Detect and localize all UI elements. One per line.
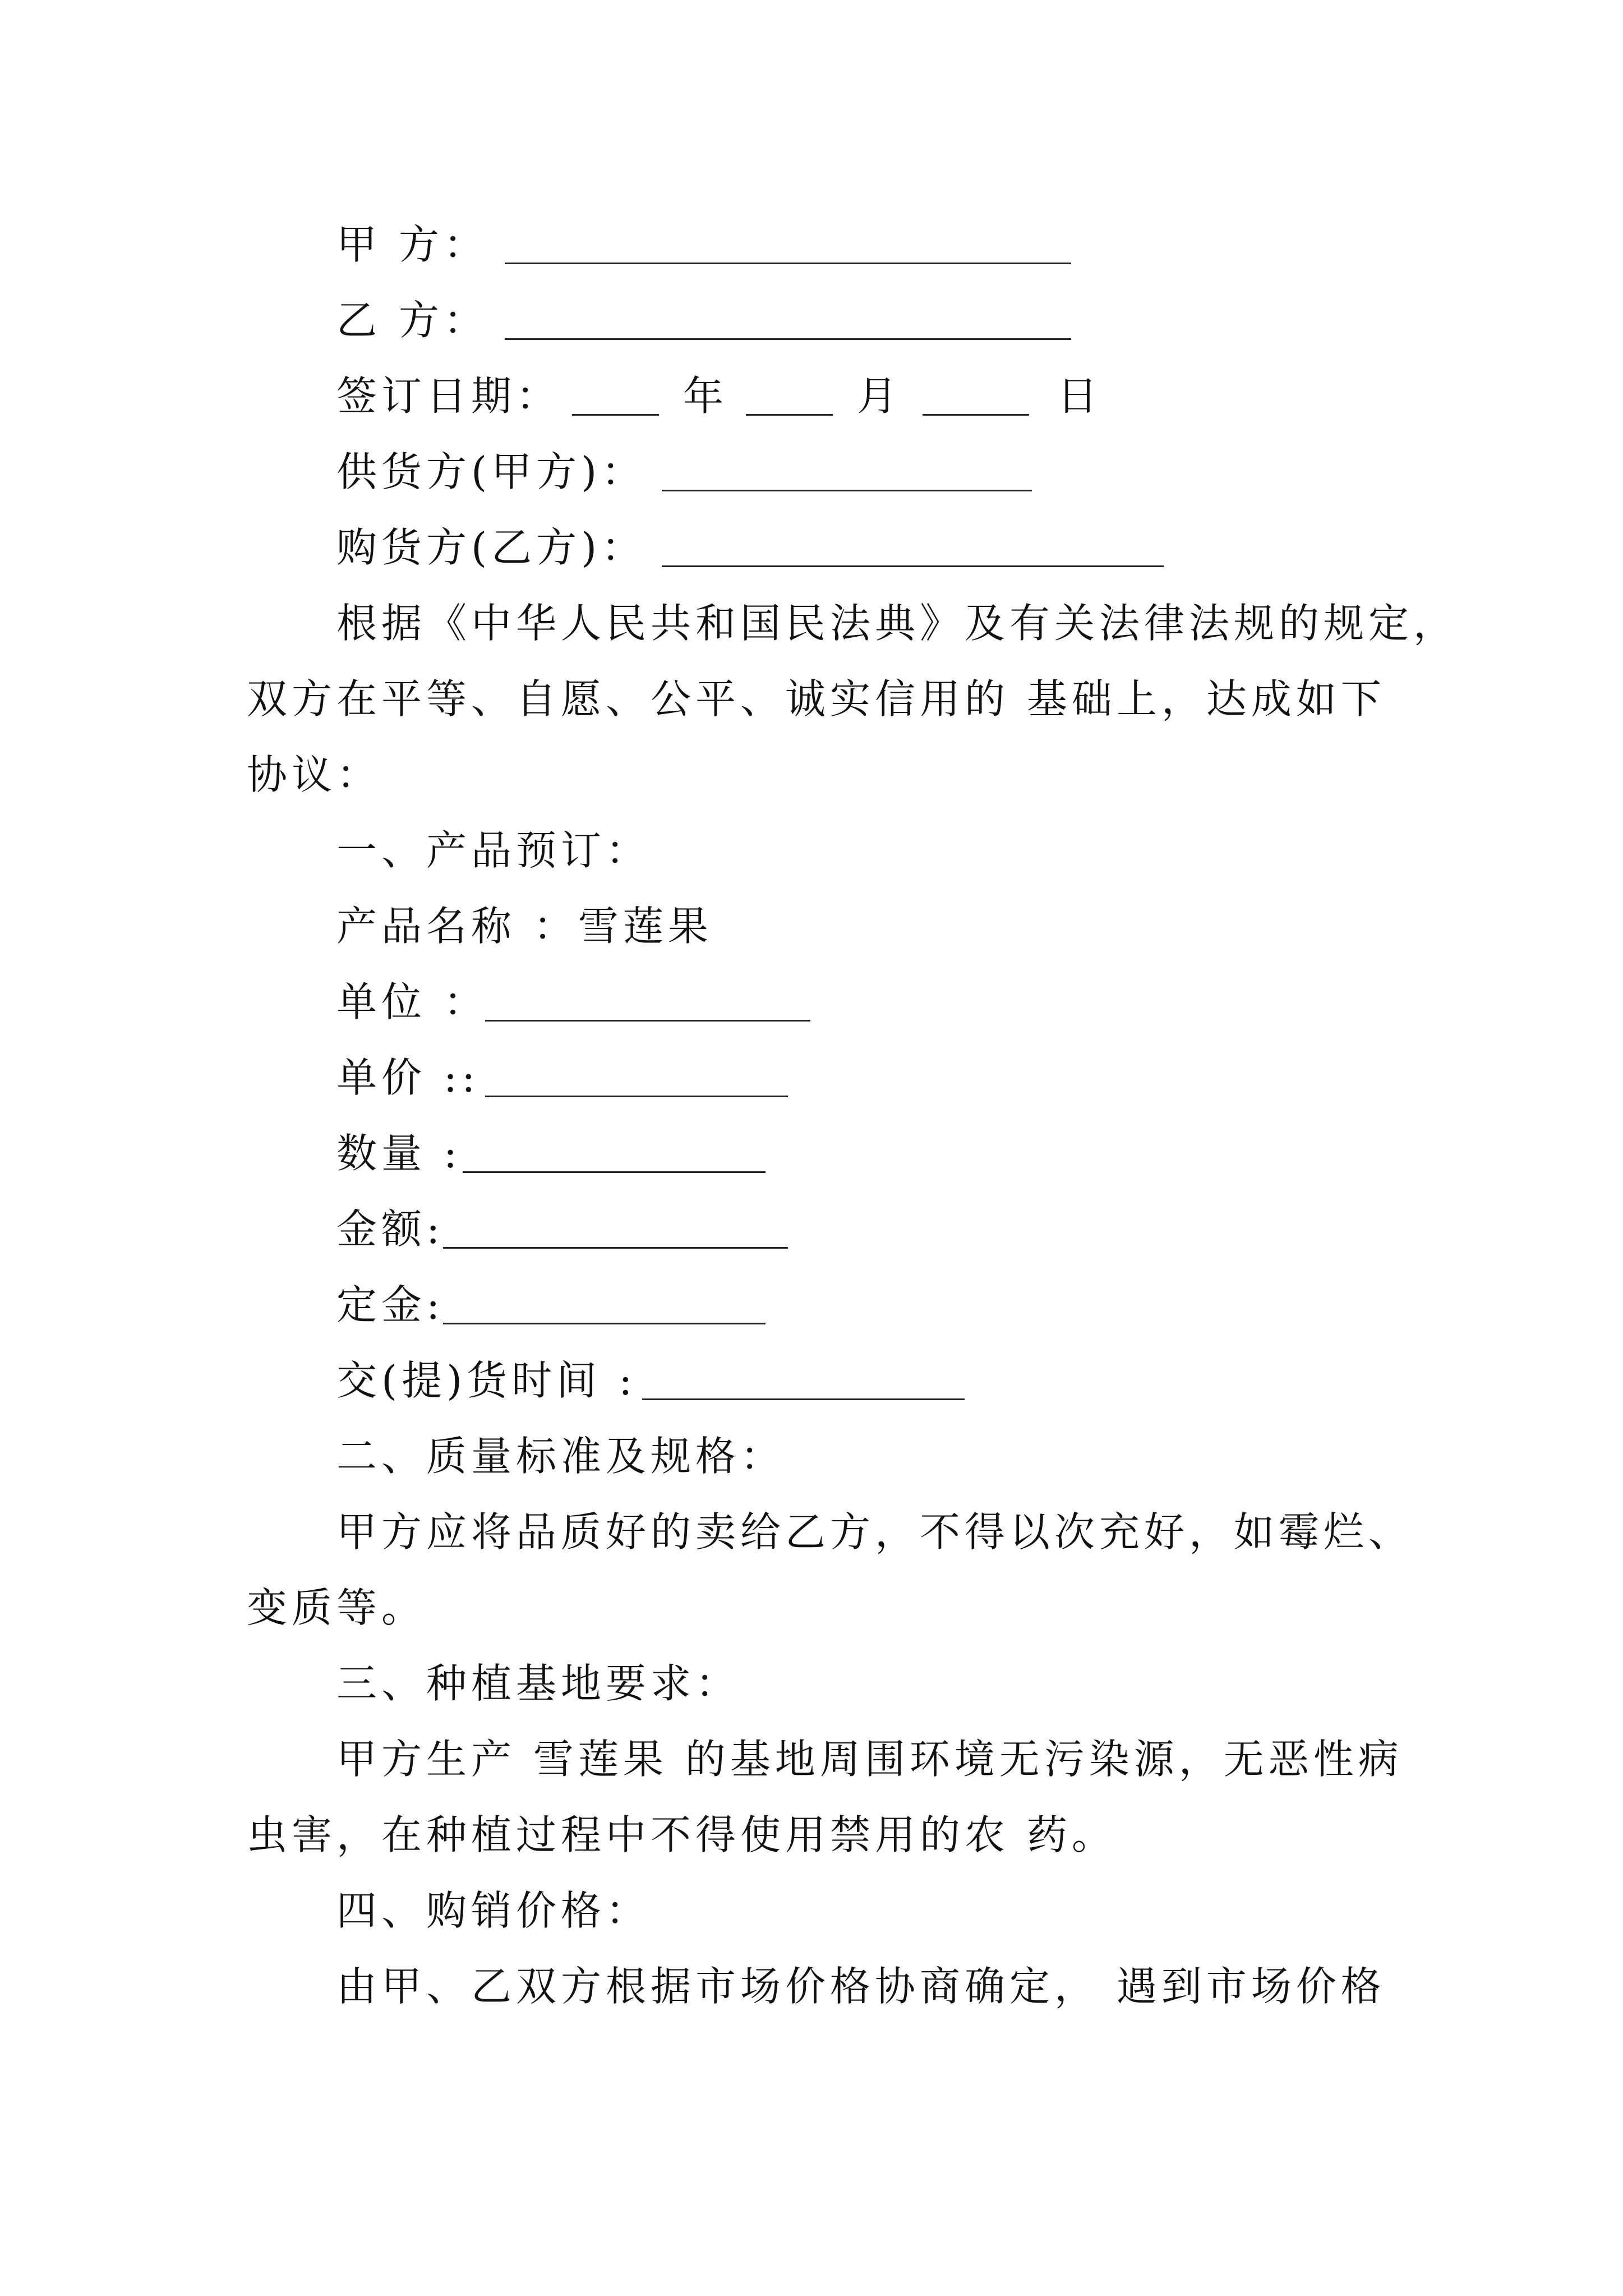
buyer-label: 购货方(乙方)：: [336, 524, 647, 571]
section-4-text-1: 由甲、乙双方根据市场价格协商确定， 遇到市场价格: [336, 1963, 1386, 2010]
day-label: 日: [1057, 372, 1103, 420]
buyer-blank[interactable]: [662, 565, 1164, 567]
section-3-heading: 三、种植基地要求：: [336, 1660, 741, 1707]
price-blank[interactable]: [485, 1096, 788, 1097]
party-a-label: 甲 方：: [336, 221, 488, 268]
party-b-label: 乙 方：: [336, 297, 488, 344]
day-blank[interactable]: [923, 414, 1029, 416]
section-2-text-2: 变质等。: [247, 1584, 427, 1631]
unit-label: 单位 ：: [336, 978, 488, 1025]
intro-text-3: 协议：: [247, 751, 382, 798]
deposit-label: 定金:: [336, 1281, 445, 1328]
supplier-label: 供货方(甲方)：: [336, 448, 647, 495]
year-blank[interactable]: [572, 414, 659, 416]
product-name-text: 产品名称 ：雪莲果: [336, 903, 713, 950]
quantity-label: 数量 :: [336, 1130, 462, 1177]
party-b-blank[interactable]: [505, 338, 1071, 340]
intro-text-1: 根据《中华人民共和国民法典》及有关法律法规的规定，: [336, 600, 1459, 647]
section-4-heading: 四、购销价格：: [336, 1887, 651, 1934]
year-label: 年: [683, 372, 728, 420]
party-a-blank[interactable]: [505, 263, 1071, 264]
month-blank[interactable]: [746, 414, 833, 416]
section-2-text-1: 甲方应将品质好的卖给乙方，不得以次充好，如霉烂、: [336, 1508, 1414, 1556]
section-3-text-1: 甲方生产 雪莲果 的基地周围环境无污染源，无恶性病: [336, 1736, 1403, 1783]
price-label: 单价 ::: [336, 1054, 480, 1101]
delivery-label: 交(提)货时间 :: [336, 1357, 637, 1404]
deposit-blank[interactable]: [443, 1323, 766, 1324]
supplier-blank[interactable]: [662, 490, 1032, 491]
amount-blank[interactable]: [443, 1247, 788, 1249]
month-label: 月: [857, 372, 902, 420]
sign-date-label: 签订日期：: [336, 372, 561, 420]
unit-blank[interactable]: [485, 1020, 810, 1022]
section-1-heading: 一、产品预订：: [336, 827, 651, 874]
intro-text-2: 双方在平等、自愿、公平、诚实信用的 基础上，达成如下: [247, 675, 1386, 723]
quantity-blank[interactable]: [463, 1171, 766, 1173]
delivery-blank[interactable]: [642, 1398, 965, 1400]
amount-label: 金额:: [336, 1205, 445, 1253]
section-2-heading: 二、质量标准及规格：: [336, 1433, 786, 1480]
section-3-text-2: 虫害，在种植过程中不得使用禁用的农 药。: [247, 1811, 1117, 1858]
